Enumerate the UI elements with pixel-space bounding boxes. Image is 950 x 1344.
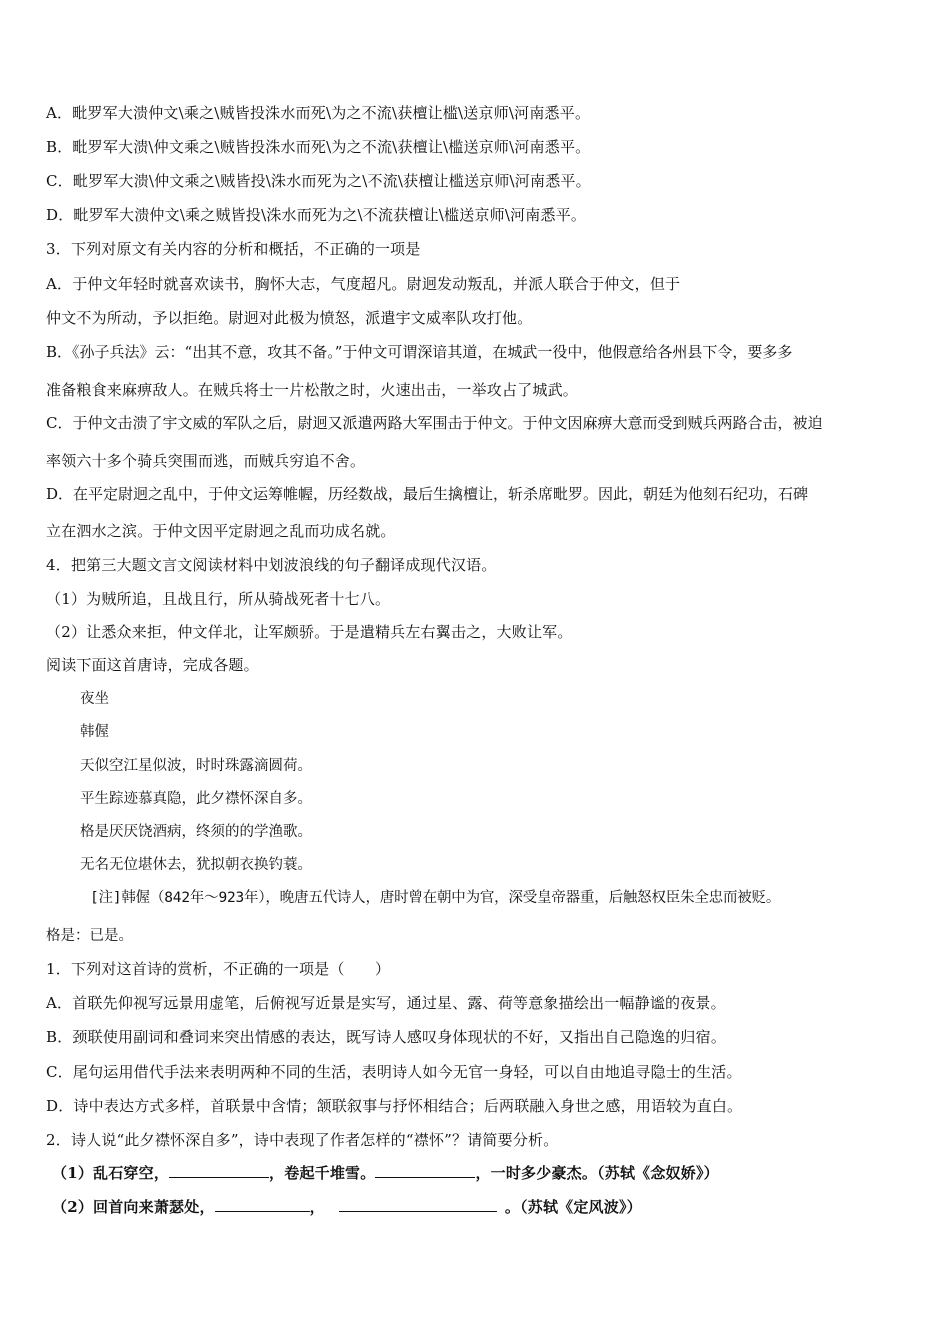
option-3c-line2: 率领六十多个骑兵突围而逃，而贼兵穷追不舍。: [46, 452, 366, 470]
poem-title: 夜坐: [80, 691, 109, 707]
poem-note-gloss: 格是：已是。: [46, 928, 133, 944]
fill-2-text-a: （2）回首向来萧瑟处，: [52, 1198, 215, 1216]
fill-blank-line-1: [52, 1163, 906, 1183]
fill-1-blank-2[interactable]: [375, 1163, 475, 1178]
fill-2-text-b: ，: [309, 1198, 325, 1216]
poem-line-4: 无名无位堪休去，犹拟朝衣换钓蓑。: [80, 857, 312, 873]
question-4-sentence-2: （2）让悉众来拒，仲文佯北，让军颇骄。于是遣精兵左右翼击之，大败让军。: [46, 623, 573, 641]
question-4-stem: 4．把第三大题文言文阅读材料中划波浪线的句子翻译成现代汉语。: [46, 556, 497, 574]
option-3a-line1: A．于仲文年轻时就喜欢读书，胸怀大志，气度超凡。尉迥发动叛乱，并派人联合于仲文，但于: [46, 275, 681, 293]
option-2a: A．毗罗军大溃仲文\乘之\贼皆投洙水而死\为之不流\获檀让槛\送京师\河南悉平。: [46, 104, 591, 122]
poem-option-c: C．尾句运用借代手法来表明两种不同的生活，表明诗人如今无官一身轻，可以自由地追寻隐士的生活。: [46, 1063, 742, 1081]
fill-2-text-c: 。（苏轼《定风波》）: [504, 1198, 642, 1216]
poem-line-3: 格是厌厌饶酒病，终须的的学渔歌。: [80, 824, 312, 840]
poem-intro: 阅读下面这首唐诗，完成各题。: [46, 656, 259, 674]
option-2d: D．毗罗军大溃仲文\乘之贼皆投\洙水而死为之\不流获檀让\槛送京师\河南悉平。: [46, 206, 587, 224]
poem-question-1-stem: 1．下列对这首诗的赏析，不正确的一项是（ ）: [46, 960, 391, 978]
option-3c-line1: C．于仲文击溃了宇文威的军队之后，尉迥又派遣两路大军围击于仲文。于仲文因麻痹大意而受到贼兵两路合击，被迫: [46, 414, 823, 432]
poem-question-2: 2．诗人说“此夕襟怀深自多”，诗中表现了作者怎样的“襟怀”？请简要分析。: [46, 1131, 559, 1149]
poem-note: [注]韩偓（842年～923年），晚唐五代诗人，唐时曾在朝中为官，深受皇帝器重，后触怒权臣朱全忠而被贬。: [90, 890, 781, 906]
fill-2-blank-1[interactable]: [215, 1197, 310, 1212]
poem-line-2: 平生踪迹慕真隐，此夕襟怀深自多。: [80, 791, 312, 807]
fill-1-text-a: （1）乱石穿空，: [52, 1164, 170, 1182]
option-3a-line2: 仲文不为所动，予以拒绝。尉迥对此极为愤怒，派遣宇文威率队攻打他。: [46, 309, 533, 327]
poem-author: 韩偓: [80, 724, 109, 740]
option-3d-line2: 立在泗水之滨。于仲文因平定尉迥之乱而功成名就。: [46, 522, 396, 540]
option-2c: C．毗罗军大溃\仲文乘之\贼皆投\洙水而死为之\不流\获檀让槛送京师\河南悉平。: [46, 172, 591, 190]
fill-1-blank-1[interactable]: [169, 1163, 269, 1178]
fill-1-text-b: ，卷起千堆雪。: [269, 1164, 376, 1182]
fill-blank-line-2: [52, 1197, 906, 1217]
fill-1-text-c: ，一时多少豪杰。（苏轼《念奴娇》）: [475, 1164, 719, 1182]
option-3b-line1: B．《孙子兵法》云：“出其不意，攻其不备。”于仲文可谓深谙其道，在城武一役中，他假意给各州县下令，要多多: [46, 343, 793, 361]
option-2b: B．毗罗军大溃\仲文乘之\贼皆投洙水而死\为之不流\获檀让\槛送京师\河南悉平。: [46, 138, 591, 156]
poem-option-a: A．首联先仰视写远景用虚笔，后俯视写近景是实写，通过星、露、荷等意象描绘出一幅静谧的夜景。: [46, 994, 726, 1012]
option-3d-line1: D．在平定尉迥之乱中，于仲文运筹帷幄，历经数战，最后生擒檀让，斩杀席毗罗。因此，朝廷为他刻石纪功，石碑: [46, 485, 809, 503]
option-3b-line2: 准备粮食来麻痹敌人。在贼兵将士一片松散之时，火速出击，一举攻占了城武。: [46, 381, 579, 399]
poem-line-1: 天似空江星似波，时时珠露滴圆荷。: [80, 758, 312, 774]
poem-option-b: B．颈联使用副词和叠词来突出情感的表达，既写诗人感叹身体现状的不好，又指出自己隐逸的归宿。: [46, 1028, 727, 1046]
poem-option-d: D．诗中表达方式多样，首联景中含情；颔联叙事与抒怀相结合；后两联融入身世之感，用语较为直白。: [46, 1097, 743, 1115]
question-3-stem: 3．下列对原文有关内容的分析和概括，不正确的一项是: [46, 240, 421, 258]
fill-2-blank-2[interactable]: [339, 1197, 497, 1212]
question-4-sentence-1: （1）为贼所追，且战且行，所从骑战死者十七八。: [46, 590, 391, 608]
